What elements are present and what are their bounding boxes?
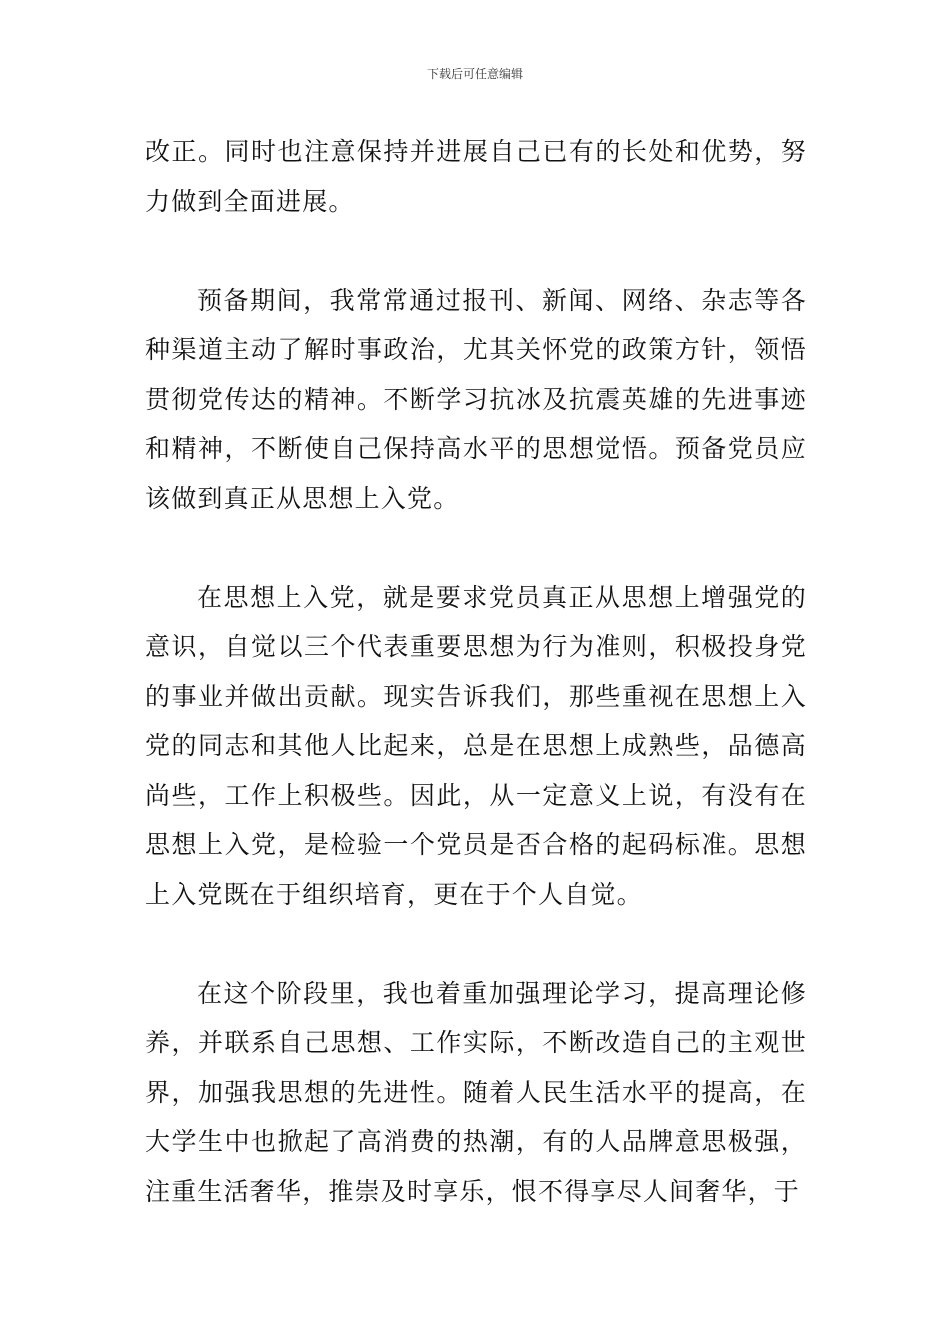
paragraph-ideological-joining: 在思想上入党，就是要求党员真正从思想上增强党的意识，自觉以三个代表重要思想为行为准则，积极投身党的事业并做出贡献。现实告诉我们，那些重视在思想上入党的同志和其他人比起来，总是在思想上成熟些，品德高尚些，工作上积极些。因此，从一定意义上说，有没有在思想上入党，是检验一个党员是否合格的起码标准。思想上入党既在于组织培育，更在于个人自觉。: [145, 582, 807, 909]
paragraph-theory-study: 在这个阶段里，我也着重加强理论学习，提高理论修养，并联系自己思想、工作实际，不断改造自己的主观世界，加强我思想的先进性。随着人民生活水平的提高，在大学生中也掀起了高消费的热潮，有的人品牌意思极强，注重生活奢华，推崇及时享乐，恨不得享尽人间奢华，于: [145, 978, 807, 1206]
paragraph-continued: 改正。同时也注意保持并进展自己已有的长处和优势，努力做到全面进展。: [145, 137, 807, 216]
paragraph-probation-study: 预备期间，我常常通过报刊、新闻、网络、杂志等各种渠道主动了解时事政治，尤其关怀党的政策方针，领悟贯彻党传达的精神。不断学习抗冰及抗震英雄的先进事迹和精神，不断使自己保持高水平的思想觉悟。预备党员应该做到真正从思想上入党。: [145, 285, 807, 513]
document-body: [145, 127, 807, 1216]
page-header: 下载后可任意编辑: [426, 67, 523, 81]
